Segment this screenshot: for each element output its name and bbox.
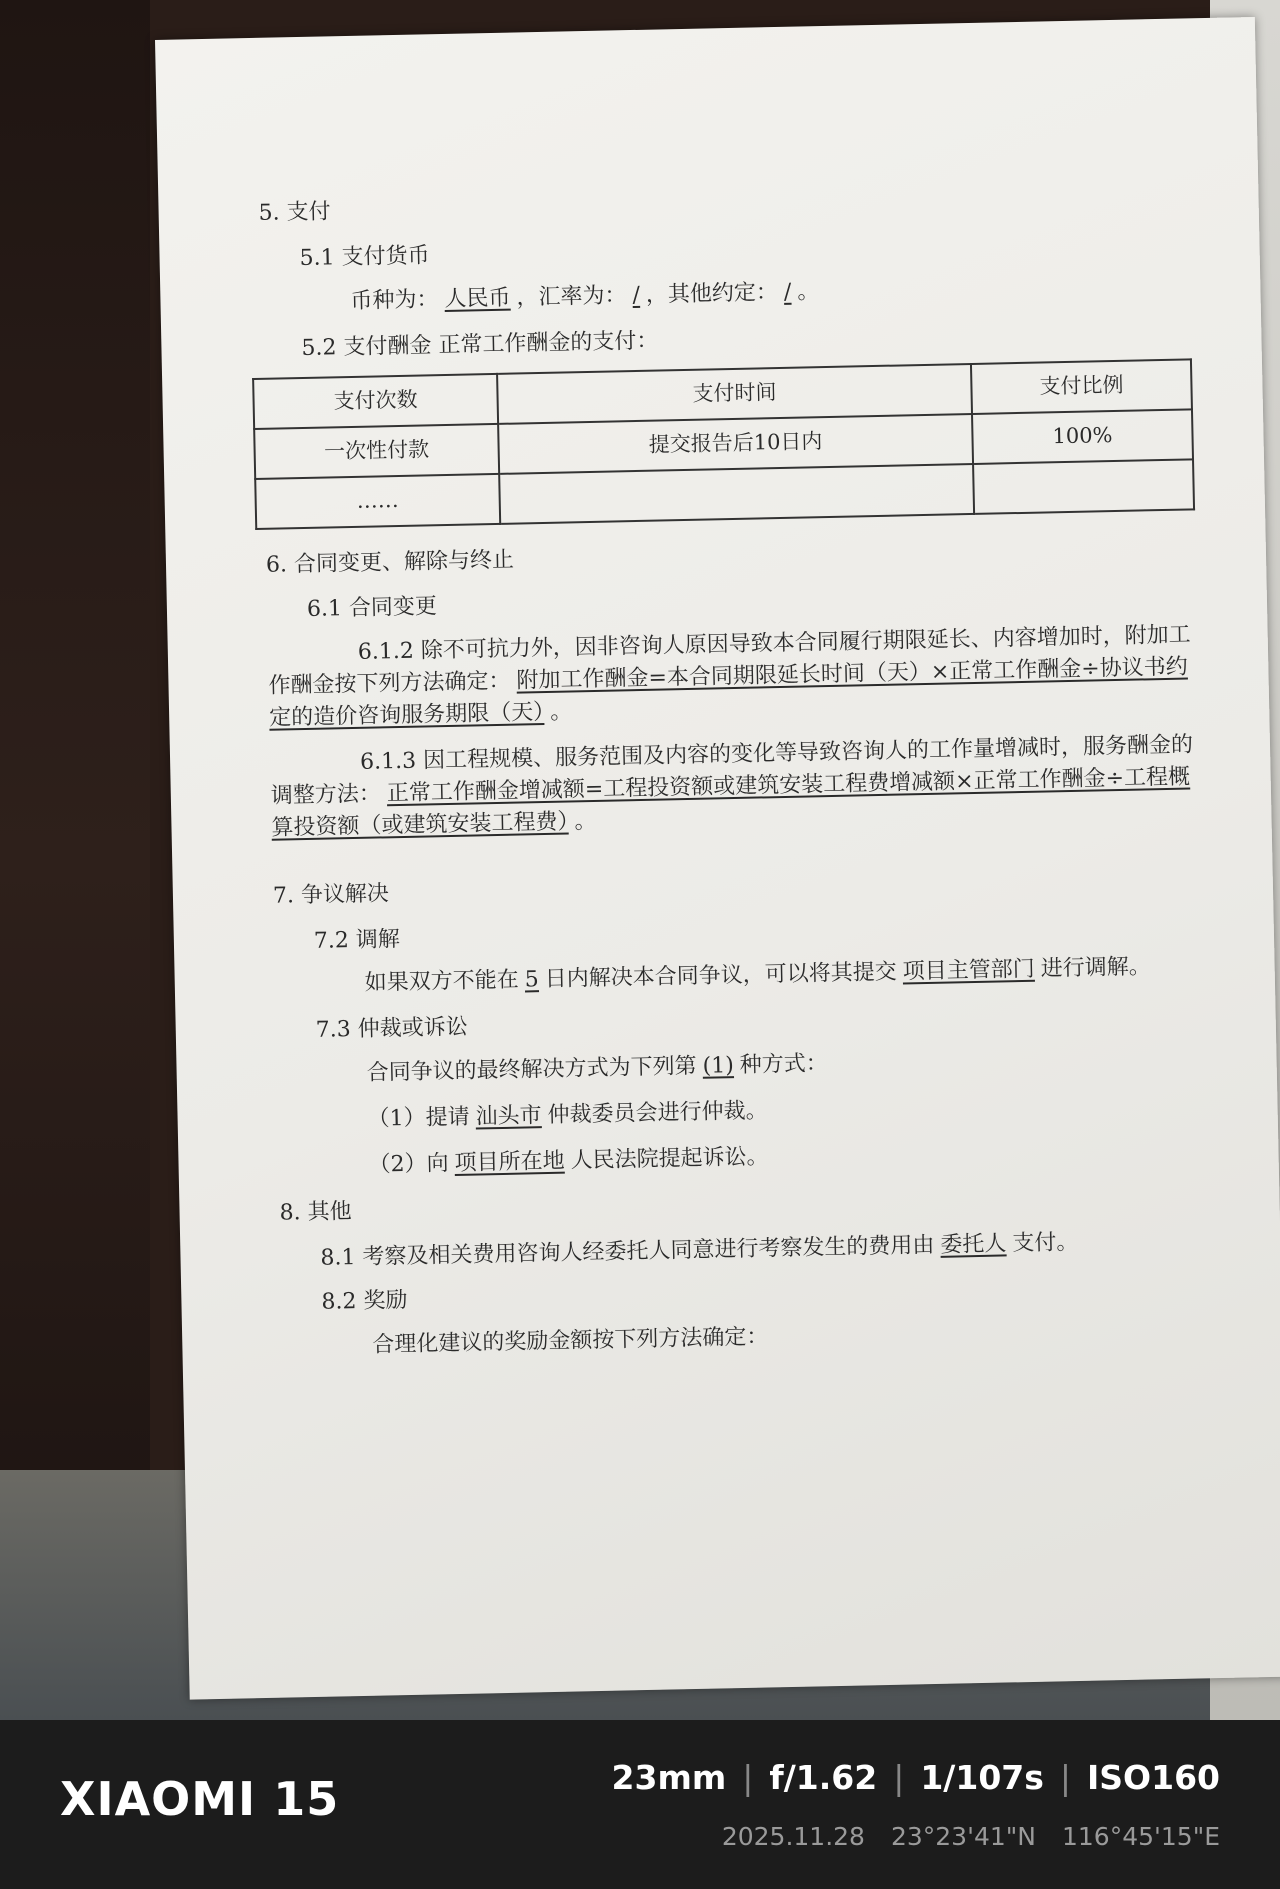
rate-prefix: ，汇率为：: [516, 282, 627, 311]
resolution-text-b: 种方式：: [739, 1051, 829, 1079]
other-value: /: [783, 279, 792, 305]
table-cell: 提交报告后10日内: [498, 414, 973, 474]
exif-separator: |: [742, 1758, 754, 1797]
rate-value: /: [632, 282, 641, 308]
photo-date: 2025.11.28: [721, 1822, 865, 1851]
clause-6-1-3-end: 。: [574, 808, 597, 835]
other-prefix: ，其他约定：: [645, 279, 779, 308]
section-8-title: 8. 其他: [279, 1199, 352, 1226]
mediation-days: 5: [524, 967, 540, 993]
section-7-title: 7. 争议解决: [272, 880, 390, 909]
focal-length: 23mm: [611, 1758, 727, 1797]
arbitration-option: [367, 1086, 1207, 1135]
photo-latitude: 23°23'41"N: [890, 1822, 1036, 1851]
section-7-3-title: 7.3 仲裁或诉讼: [315, 1015, 468, 1044]
currency-line-end: 。: [797, 278, 820, 305]
shutter-speed: 1/107s: [920, 1758, 1044, 1797]
table-cell: 一次性付款: [254, 423, 499, 478]
currency-value: 人民币: [444, 285, 511, 312]
currency-prefix: 币种为：: [350, 286, 439, 314]
mediation-text-b: 日内解决本合同争议，可以将其提交: [544, 960, 897, 993]
litigation-place: 项目所在地: [454, 1148, 565, 1177]
litigation-text-b: 人民法院提起诉讼。: [570, 1144, 769, 1174]
table-cell: 100%: [972, 409, 1193, 464]
section-5-1-title: 5.1 支付货币: [299, 243, 430, 271]
section-6-1-title: 6.1 合同变更: [306, 594, 438, 623]
section-8-2-title: 8.2 奖励: [321, 1287, 408, 1315]
resolution-text-a: 合同争议的最终解决方式为下列第: [366, 1054, 697, 1087]
arbitration-text-a: （1）提请: [367, 1104, 470, 1132]
clause-8-1-text-b: 支付。: [1012, 1229, 1079, 1257]
photo-longitude: 116°45'15"E: [1061, 1822, 1220, 1851]
iso: ISO160: [1087, 1758, 1220, 1797]
arbitration-city: 汕头市: [475, 1103, 542, 1130]
clause-8-1-text-a: 8.1 考察及相关费用咨询人经委托人同意进行考察发生的费用由: [320, 1232, 935, 1271]
section-6-title: 6. 合同变更、解除与终止: [265, 547, 515, 578]
clause-6-1-2: [268, 620, 1200, 735]
table-cell: ……: [255, 473, 500, 528]
section-5-title: 5. 支付: [258, 199, 331, 226]
section-5-2-title: 5.2 支付酬金 正常工作酬金的支付：: [301, 328, 659, 361]
reward-line: 合理化建议的奖励金额按下列方法确定：: [372, 1324, 769, 1358]
table-cell: [499, 464, 974, 524]
resolution-choice: (1): [702, 1053, 735, 1080]
background-left: [0, 0, 150, 1720]
exif-separator: |: [893, 1758, 905, 1797]
mediation-text-a: 如果双方不能在: [364, 968, 520, 997]
mediation-line: [364, 951, 1204, 1000]
resolution-line: [366, 1040, 1206, 1089]
exif-separator: |: [1059, 1758, 1072, 1797]
payment-table: [252, 358, 1195, 530]
exif-info: [612, 1758, 1220, 1797]
clause-6-1-2-lead: 6.1.2 除不可抗力外，因非咨询人原因导致本合同履行期限延长、内容增加时，附加工作酬金按下列方法确定：: [268, 622, 1191, 699]
section-7-2-title: 7.2 调解: [313, 926, 401, 954]
mediation-dept: 项目主管部门: [902, 957, 1035, 986]
clause-6-1-2-end: 。: [549, 699, 573, 725]
aperture: f/1.62: [769, 1758, 878, 1797]
table-header: 支付时间: [497, 364, 972, 424]
clause-8-1: [320, 1224, 1210, 1275]
table-header: 支付次数: [253, 373, 498, 428]
document-content: [258, 178, 1212, 1377]
document-page: [155, 17, 1280, 1700]
camera-brand: XIAOMI 15: [60, 1772, 340, 1826]
table-cell: [973, 459, 1194, 514]
clause-6-1-3-formula: 正常工作酬金增减额=工程投资额或建筑安装工程费增减额×正常工作酬金÷工程概算投资额（或建筑安装工程费）: [271, 764, 1191, 841]
clause-6-1-2-formula: 附加工作酬金=本合同期限延长时间（天）×正常工作酬金÷协议书约定的造价咨询服务期限（天）: [268, 654, 1188, 731]
table-header: 支付比例: [971, 359, 1192, 414]
clause-8-1-payer: 委托人: [940, 1231, 1007, 1258]
clause-6-1-3-lead: 6.1.3 因工程规模、服务范围及内容的变化等导致咨询人的工作量增减时，服务酬金的调整方法：: [270, 732, 1194, 809]
litigation-text-a: （2）向: [368, 1151, 449, 1178]
currency-line: [350, 268, 1190, 317]
arbitration-text-b: 仲裁委员会进行仲裁。: [547, 1098, 768, 1129]
clause-6-1-3: [270, 729, 1202, 844]
litigation-option: [368, 1132, 1208, 1181]
camera-watermark-bar: [0, 1720, 1280, 1889]
photo-metadata: [722, 1822, 1220, 1851]
mediation-text-c: 进行调解。: [1040, 954, 1151, 983]
